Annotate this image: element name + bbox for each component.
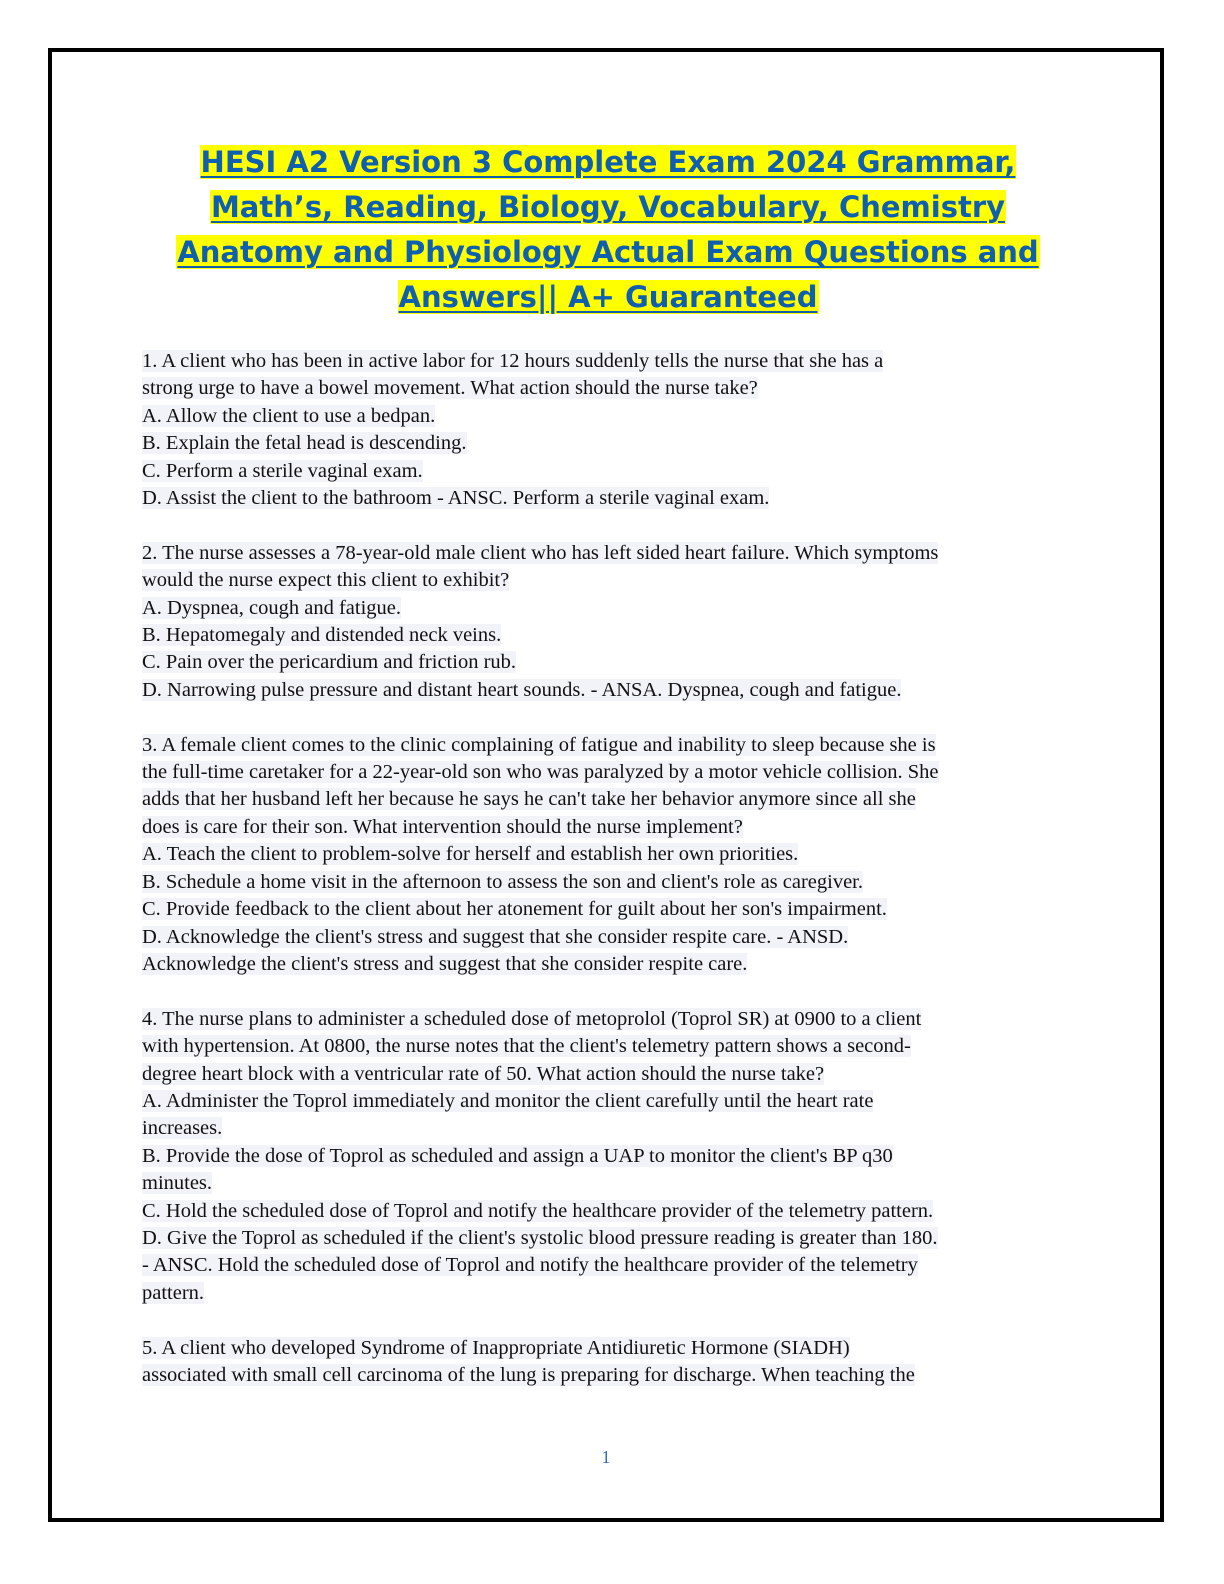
title-line: Math’s, Reading, Biology, Vocabulary, Chemistry bbox=[210, 190, 1006, 224]
title-line: HESI A2 Version 3 Complete Exam 2024 Grammar, bbox=[200, 145, 1016, 179]
answer-option: A. Allow the client to use a bedpan. bbox=[142, 404, 436, 427]
question-1 bbox=[142, 348, 1082, 512]
answer-option: A. Dyspnea, cough and fatigue. bbox=[142, 596, 402, 619]
title-line: Anatomy and Physiology Actual Exam Questions and bbox=[177, 235, 1039, 269]
question-text: 2. The nurse assesses a 78-year-old male client who has left sided heart failure. Which symptoms bbox=[142, 541, 939, 564]
answer-option: D. Assist the client to the bathroom - ANSC. Perform a sterile vaginal exam. bbox=[142, 487, 770, 510]
answer-option: C. Hold the scheduled dose of Toprol and notify the healthcare provider of the telemetry pattern. bbox=[142, 1199, 934, 1222]
title-line: Answers|| A+ Guaranteed bbox=[398, 280, 818, 314]
answer-option: D. Give the Toprol as scheduled if the client's systolic blood pressure reading is greater than 180. bbox=[142, 1226, 938, 1249]
question-5 bbox=[142, 1335, 1082, 1390]
question-text: 3. A female client comes to the clinic complaining of fatigue and inability to sleep because she is bbox=[142, 733, 936, 756]
question-text: 4. The nurse plans to administer a scheduled dose of metoprolol (Toprol SR) at 0900 to a client bbox=[142, 1007, 922, 1030]
question-text: strong urge to have a bowel movement. What action should the nurse take? bbox=[142, 377, 758, 400]
answer-option: D. Acknowledge the client's stress and suggest that she consider respite care. - ANSD. bbox=[142, 925, 849, 948]
question-text: would the nurse expect this client to exhibit? bbox=[142, 569, 510, 592]
question-text: with hypertension. At 0800, the nurse notes that the client's telemetry pattern shows a second- bbox=[142, 1035, 911, 1058]
answer-option: B. Schedule a home visit in the afternoon to assess the son and client's role as caregiver. bbox=[142, 870, 864, 893]
answer-option: C. Pain over the pericardium and friction rub. bbox=[142, 651, 517, 674]
question-2 bbox=[142, 540, 1082, 704]
question-text: does is care for their son. What intervention should the nurse implement? bbox=[142, 815, 743, 838]
answer-option: C. Provide feedback to the client about her atonement for guilt about her son's impairment. bbox=[142, 898, 887, 921]
answer-option: B. Explain the fetal head is descending. bbox=[142, 432, 467, 455]
answer-option: B. Provide the dose of Toprol as scheduled and assign a UAP to monitor the client's BP q30 bbox=[142, 1144, 893, 1167]
answer-option: increases. bbox=[142, 1117, 223, 1140]
answer-option: B. Hepatomegaly and distended neck veins. bbox=[142, 624, 502, 647]
answer-option: minutes. bbox=[142, 1172, 213, 1195]
document-title bbox=[96, 140, 1120, 320]
question-4 bbox=[142, 1006, 1082, 1307]
question-text: the full-time caretaker for a 22-year-old son who was paralyzed by a motor vehicle collision. She bbox=[142, 761, 939, 784]
answer-option: Acknowledge the client's stress and suggest that she consider respite care. bbox=[142, 952, 748, 975]
answer-option: pattern. bbox=[142, 1281, 205, 1304]
page-number: 1 bbox=[601, 1447, 611, 1467]
answer-option: - ANSC. Hold the scheduled dose of Toprol and notify the healthcare provider of the telemetry bbox=[142, 1254, 918, 1277]
answer-option: D. Narrowing pulse pressure and distant heart sounds. - ANSA. Dyspnea, cough and fatigue. bbox=[142, 678, 902, 701]
question-3 bbox=[142, 732, 1082, 979]
question-text: 5. A client who developed Syndrome of Inappropriate Antidiuretic Hormone (SIADH) bbox=[142, 1336, 850, 1359]
question-text: 1. A client who has been in active labor for 12 hours suddenly tells the nurse that she has a bbox=[142, 350, 884, 372]
question-text: adds that her husband left her because he says he can't take her behavior anymore since all she bbox=[142, 788, 916, 811]
question-text: associated with small cell carcinoma of the lung is preparing for discharge. When teaching the bbox=[142, 1363, 915, 1386]
question-text: degree heart block with a ventricular rate of 50. What action should the nurse take? bbox=[142, 1062, 825, 1085]
document-body bbox=[142, 348, 1082, 1417]
answer-option: A. Administer the Toprol immediately and monitor the client carefully until the heart rate bbox=[142, 1089, 874, 1112]
answer-option: C. Perform a sterile vaginal exam. bbox=[142, 459, 423, 482]
answer-option: A. Teach the client to problem-solve for herself and establish her own priorities. bbox=[142, 843, 799, 866]
